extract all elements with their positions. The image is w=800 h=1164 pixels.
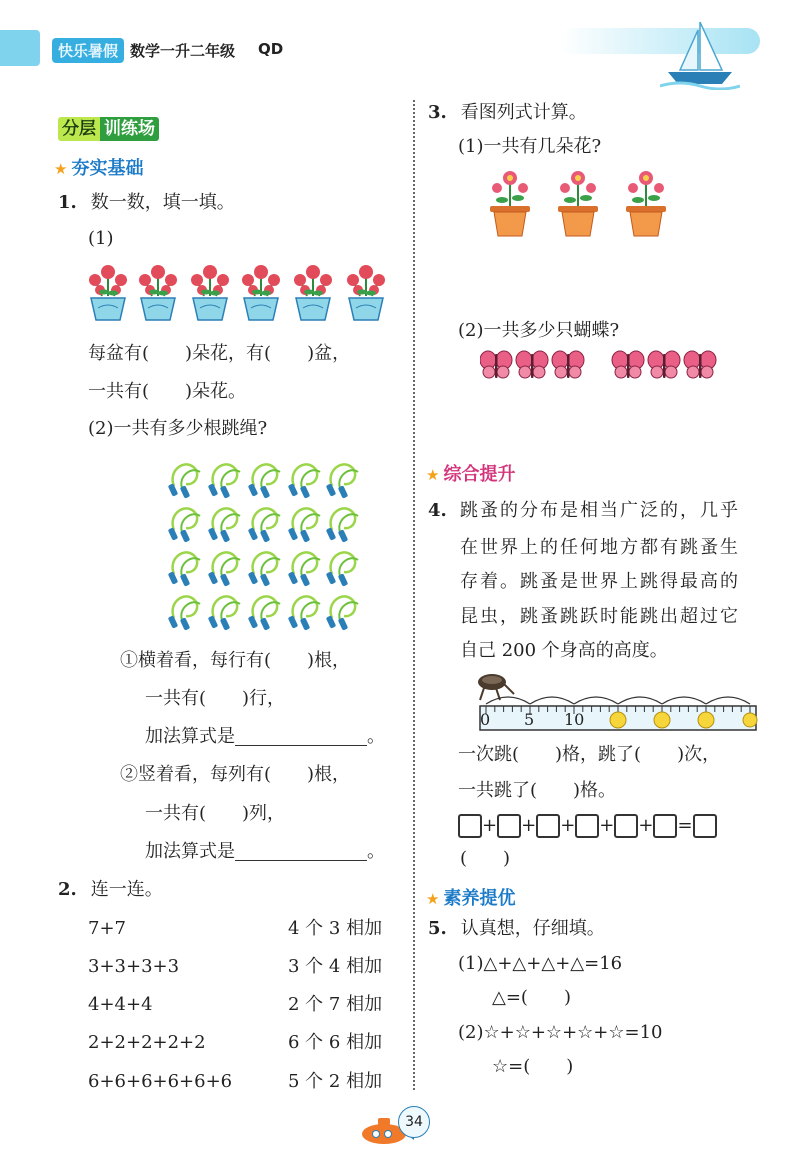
- q5-sub1-answer[interactable]: △=( ): [492, 987, 571, 1008]
- header-edition: QD: [258, 40, 284, 58]
- badge-part2: 训练场: [100, 117, 159, 141]
- star-icon: ★: [426, 466, 440, 484]
- flower-pots-illustration: [486, 166, 676, 240]
- q5-sub1: (1)△+△+△+△=16: [458, 953, 623, 974]
- sailboat-icon: [660, 20, 740, 90]
- q3-sub1: (1)一共有几朵花?: [458, 136, 602, 157]
- q4-num: 4.: [428, 500, 447, 521]
- star-icon: ★: [54, 160, 68, 178]
- page-number-badge: [398, 1106, 430, 1138]
- q1-sub1-label: (1): [88, 228, 114, 249]
- q4-answer[interactable]: ( ): [460, 848, 511, 869]
- q2-left-1[interactable]: 3+3+3+3: [88, 956, 180, 977]
- q2-right-1[interactable]: 3 个 4 相加: [288, 956, 383, 977]
- q4-para-1: 在世界上的任何地方都有跳蚤生: [460, 537, 740, 558]
- q2-left-3[interactable]: 2+2+2+2+2: [88, 1032, 206, 1053]
- q2-right-4[interactable]: 5 个 2 相加: [288, 1071, 383, 1092]
- q1-fill-line2: 一共有( )朵花。: [88, 381, 247, 402]
- answer-box[interactable]: [653, 814, 677, 838]
- ruler-label-10: 10: [564, 710, 585, 729]
- q1-b-line3: 加法算式是 。: [145, 841, 385, 862]
- flower-pot-row: [86, 262, 386, 324]
- ruler-label-5: 5: [524, 710, 535, 729]
- q2-title: 2. 连一连。: [58, 879, 163, 900]
- jump-rope-grid: [166, 456, 366, 634]
- header-brand: 快乐暑假: [52, 38, 124, 63]
- q2-right-3[interactable]: 6 个 6 相加: [288, 1032, 383, 1053]
- q1-a-line3: 加法算式是 。: [145, 726, 385, 747]
- q4-para-3: 昆虫，跳蚤跳跃时能跳出超过它: [460, 606, 740, 627]
- q2-left-4[interactable]: 6+6+6+6+6+6: [88, 1071, 233, 1092]
- butterfly-row: [480, 350, 720, 380]
- section-basic: ★ 夯实基础: [54, 158, 144, 179]
- q1-a-line1: ①横着看，每行有( )根，: [120, 650, 351, 671]
- answer-box[interactable]: [693, 814, 717, 838]
- star-icon: ★: [426, 890, 440, 908]
- section-comprehensive: ★ 综合提升: [426, 464, 516, 485]
- answer-blank[interactable]: [235, 729, 367, 746]
- flea-ruler: [474, 668, 760, 734]
- column-divider: [413, 100, 415, 1090]
- section-literacy: ★ 素养提优: [426, 888, 516, 909]
- answer-box[interactable]: [614, 814, 638, 838]
- q5-title: 5. 认真想，仔细填。: [428, 918, 605, 939]
- answer-box[interactable]: [575, 814, 599, 838]
- answer-blank[interactable]: [235, 844, 367, 861]
- q2-left-2[interactable]: 4+4+4: [88, 994, 153, 1015]
- ruler-label-0: 0: [480, 710, 491, 729]
- header-bar: [0, 0, 800, 100]
- header-stripe: [0, 30, 40, 66]
- q3-title: 3. 看图列式计算。: [428, 102, 587, 123]
- q4-fill2: 一共跳了( )格。: [458, 780, 617, 801]
- butterflies-illustration: [480, 350, 720, 380]
- q4-para-4: 自己 200 个身高的高度。: [460, 640, 668, 661]
- q1-sub2-label: (2)一共有多少根跳绳?: [88, 418, 268, 439]
- answer-box[interactable]: [497, 814, 521, 838]
- header-subject: 数学一升二年级: [130, 42, 236, 60]
- q5-sub2: (2)☆+☆+☆+☆+☆=10: [458, 1022, 663, 1043]
- q4-para-2: 存着。跳蚤是世界上跳得最高的: [460, 571, 740, 592]
- three-flower-pots: [486, 166, 676, 240]
- q1-fill-line1: 每盆有( )朵花，有( )盆，: [88, 343, 351, 364]
- q1-a-line2: 一共有( )行，: [145, 688, 286, 709]
- q1-b-line1: ②竖着看，每列有( )根，: [120, 764, 351, 785]
- q4-para-0: 跳蚤的分布是相当广泛的，几乎: [460, 500, 740, 521]
- flower-pots-illustration: [86, 262, 386, 324]
- page-number: 34: [405, 1114, 423, 1130]
- answer-box[interactable]: [458, 814, 482, 838]
- q2-left-0[interactable]: 7+7: [88, 918, 126, 939]
- q3-sub2: (2)一共多少只蝴蝶?: [458, 320, 620, 341]
- q4-equation-boxes: + + + + + =: [458, 814, 717, 838]
- q1-title: 1. 数一数，填一填。: [58, 192, 235, 213]
- q1-b-line2: 一共有( )列，: [145, 803, 286, 824]
- jump-ropes-illustration: [166, 456, 366, 634]
- answer-box[interactable]: [536, 814, 560, 838]
- ruler-illustration: [474, 668, 760, 734]
- q2-right-0[interactable]: 4 个 3 相加: [288, 918, 383, 939]
- training-badge: [58, 114, 159, 139]
- q4-fill1: 一次跳( )格，跳了( )次，: [458, 744, 721, 765]
- badge-part1: 分层: [58, 117, 100, 141]
- q2-right-2[interactable]: 2 个 7 相加: [288, 994, 383, 1015]
- q5-sub2-answer[interactable]: ☆=( ): [492, 1056, 574, 1077]
